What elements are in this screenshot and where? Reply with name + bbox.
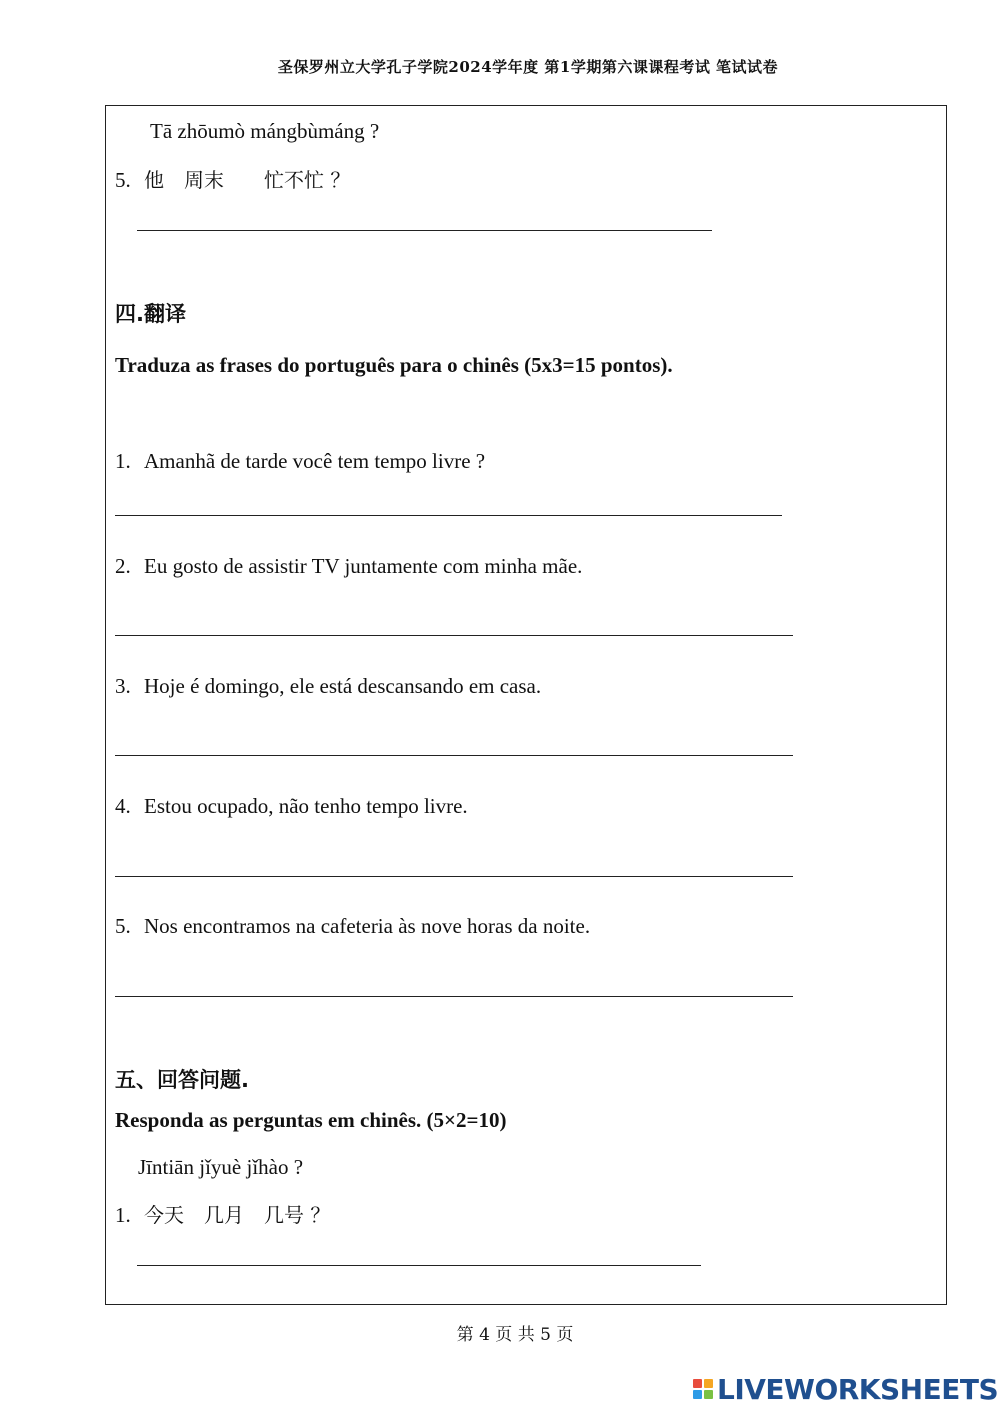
s4-item5-answer-line[interactable]	[115, 996, 793, 997]
liveworksheets-logo[interactable]	[693, 1372, 998, 1406]
section5-instruction: Responda as perguntas em chinês. (5×2=10)	[115, 1108, 507, 1132]
logo-square-orange	[704, 1379, 713, 1388]
s3-item5-answer-line[interactable]	[137, 230, 712, 231]
s4-item1-text: Amanhã de tarde você tem tempo livre ?	[144, 449, 486, 473]
s4-item3-answer-line[interactable]	[115, 755, 793, 756]
logo-text: LIVEWORKSHEETS	[717, 1372, 999, 1406]
s4-item3-text: Hoje é domingo, ele está descansando em casa.	[144, 674, 542, 698]
s3-item5-row	[115, 164, 350, 193]
s5-item1-hanzi: 今天 几月 几号 ？	[144, 1203, 331, 1227]
s4-item5-number: 5.	[115, 914, 131, 938]
s4-item4-number: 4.	[115, 794, 131, 818]
s5-item1-answer-line[interactable]	[137, 1265, 701, 1266]
s3-item5-pinyin: Tā zhōumò mángbùmáng ?	[150, 119, 380, 143]
s4-item1-row	[115, 449, 485, 474]
section4-title: 四.翻译	[115, 302, 186, 326]
logo-square-green	[704, 1390, 713, 1399]
s4-item5-row	[115, 914, 590, 939]
s4-item3-number: 3.	[115, 674, 131, 698]
logo-square-blue	[693, 1390, 702, 1399]
exam-header-title: 圣保罗州立大学孔子学院2024学年度 第1学期第六课课程考试 笔试试卷	[277, 58, 779, 76]
s4-item4-text: Estou ocupado, não tenho tempo livre.	[144, 794, 468, 818]
page-number-footer: 第 4 页 共 5 页	[456, 1325, 574, 1345]
logo-square-red	[693, 1379, 702, 1388]
section5-title: 五、回答问题.	[115, 1068, 249, 1092]
s5-item1-row	[115, 1199, 330, 1228]
s4-item1-answer-line[interactable]	[115, 515, 782, 516]
section4-instruction: Traduza as frases do português para o chinês (5x3=15 pontos).	[115, 353, 673, 377]
s4-item4-row	[115, 794, 468, 819]
logo-grid-icon	[693, 1379, 713, 1399]
s4-item4-answer-line[interactable]	[115, 876, 793, 877]
s5-item1-number: 1.	[115, 1203, 131, 1227]
s4-item2-text: Eu gosto de assistir TV juntamente com minha mãe.	[144, 554, 583, 578]
s4-item3-row	[115, 674, 541, 699]
s4-item1-number: 1.	[115, 449, 131, 473]
s3-item5-number: 5.	[115, 168, 131, 192]
s4-item2-row	[115, 554, 582, 579]
s5-item1-pinyin: Jīntiān jǐyuè jǐhào ?	[138, 1155, 304, 1179]
s4-item2-number: 2.	[115, 554, 131, 578]
s4-item2-answer-line[interactable]	[115, 635, 793, 636]
s4-item5-text: Nos encontramos na cafeteria às nove horas da noite.	[144, 914, 591, 938]
s3-item5-hanzi: 他 周末 忙不忙 ？	[144, 168, 351, 192]
